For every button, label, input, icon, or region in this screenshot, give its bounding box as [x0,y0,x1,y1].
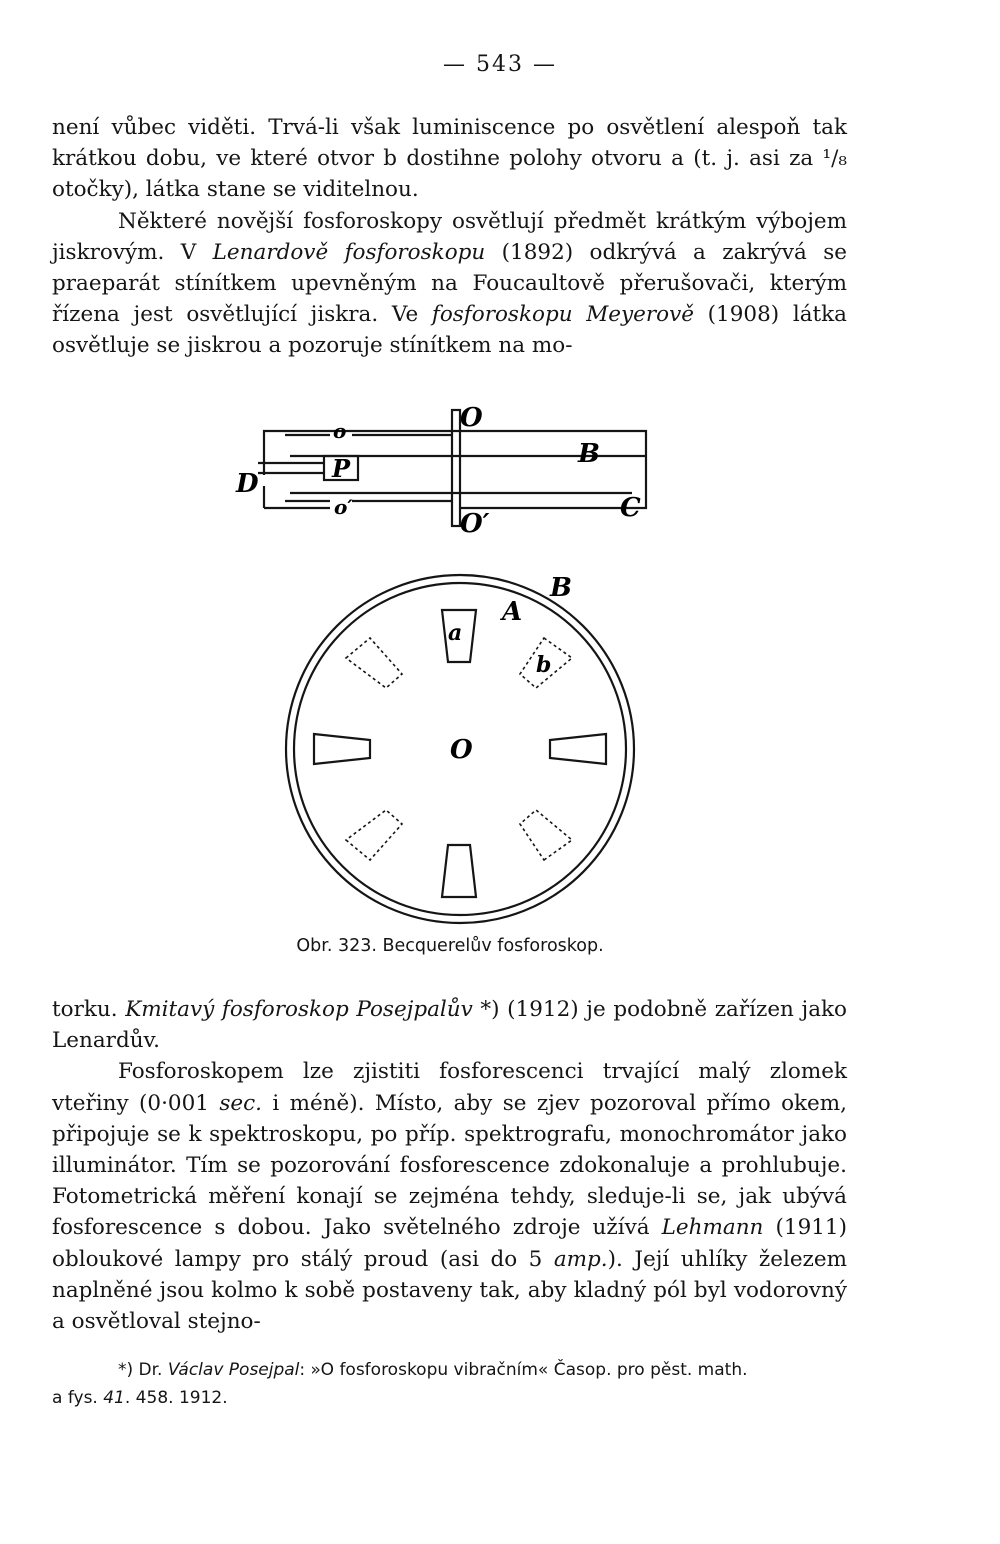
paragraph-fosforescence [52,1056,847,1337]
body-text-top [52,112,847,362]
text-run: (1908) látka osvětluje se jiskrou a pozoruje stínítkem na mo- [52,302,848,359]
emphasis-lehmann: Lehmann [661,1215,764,1241]
dashed-aperture-upper-left [346,638,402,688]
footnote-line-2 [52,1384,847,1412]
dashed-aperture-lower-right [520,810,572,860]
label-B: B [578,439,600,469]
paragraph-fosforoskopy [52,206,847,362]
text-run: ). Její uhlíky železem naplněné jsou kolmo k sobě postaveny tak, aby kladný pól byl vodorovný a osvětloval stejno- [52,1246,847,1335]
footnote-line-1 [52,1356,847,1384]
disc-label-b: b [536,652,552,678]
figure-caption: Obr. 323. Becquerelův fosforoskop. [296,936,604,956]
text-run: *) Dr. [118,1360,168,1380]
label-D: D [236,469,259,499]
emphasis-amp: amp. [553,1246,608,1272]
label-O-prime: O′ [460,509,490,538]
phosphoroscope-disc-view [280,562,640,932]
paragraph-continuation: není vůbec viděti. Trvá-li však luminiscence po osvětlení alespoň tak krátkou dobu, ve které otvor b dostihne polohy otvoru a (t. j. asi za ¹/₈ otočky), látka stane se viditelnou. [52,115,847,203]
emphasis-meyer: fosforoskopu Meyerově [431,302,694,328]
label-P: P [332,454,351,483]
disc-label-O: O [450,735,473,765]
emphasis-volume: 41 [103,1388,125,1408]
plate-o-o-prime [452,410,460,526]
page-number: — 543 — [443,52,557,77]
text-run: i méně). Místo, aby se zjev pozoroval přímo okem, připojuje se k spektroskopu, po příp. spektrografu, monochromátor jako illuminátor. Tím se pozorování fosforescence zdokonaluje a prohlubuje. Fotometrická měření konají se zejména tehdy, sleduje-li se, jak ubývá fosforescence s dobou. Jako světelného zdroje užívá [52,1090,848,1241]
text-run: : »O fosforoskopu vibračním« Časop. pro pěst. math. [299,1360,748,1380]
text-run: Některé novější fosforoskopy osvětlují předmět krátkým výbojem jiskrovým. V [52,208,847,265]
text-run: a fys. [52,1388,104,1408]
text-run: (1892) odkrývá a zakrývá se praeparát stínítkem upevněným na Foucaultově přerušovači, kterým řízena jest osvětlující jiskra. Ve [52,239,847,328]
text-run: . 458. 1912. [124,1388,228,1408]
dashed-aperture-lower-left [346,810,402,860]
aperture-left [314,734,370,764]
emphasis-lenard: Lenardově fosforoskopu [212,239,486,265]
emphasis-posejpal: Kmitavý fosforoskop Posejpalův [125,997,473,1022]
disc-label-B: B [550,573,572,603]
emphasis-sec: sec. [219,1090,262,1116]
text-run: *) (1912) je podobně zařízen jako Lenardův. [52,997,847,1054]
body-text-bottom [52,994,847,1337]
label-C: C [620,493,641,523]
phosphoroscope-side-view [230,398,670,538]
emphasis-author: Václav Posejpal [167,1360,300,1380]
disc-label-A: A [502,597,523,627]
label-O: O [460,403,483,433]
aperture-bottom [442,845,476,897]
text-run: torku. [52,997,126,1022]
footnote [52,1356,847,1412]
label-o-prime: o′ [334,495,353,519]
paragraph-posejpal [52,994,847,1056]
text-run: (1911) obloukové lampy pro stálý proud (asi do 5 [52,1215,847,1272]
text-run: Fosforoskopem lze zjistiti fosforescenci trvající malý zlomek vteřiny (0·001 [52,1059,847,1116]
label-o: o [333,419,347,443]
disc-label-a: a [448,620,463,646]
aperture-right [550,734,606,764]
